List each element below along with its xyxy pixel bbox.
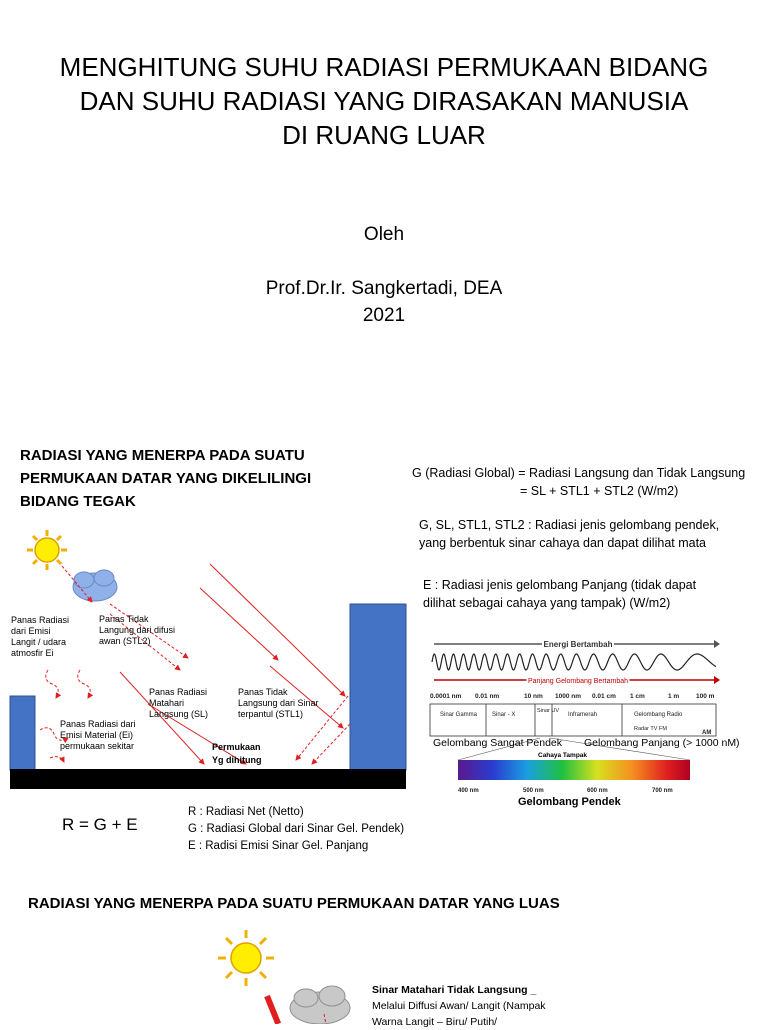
year: 2021 <box>362 305 406 326</box>
title-line-1: MENGHITUNG SUHU RADIASI PERMUKAAN BIDANG <box>59 52 709 82</box>
wave-path <box>432 654 716 670</box>
def-longwave <box>423 576 696 612</box>
def-line: = SL + STL1 + STL2 (W/m2) <box>520 484 679 498</box>
slide3-note <box>372 982 546 1030</box>
band-radar: Radar TV FM <box>634 726 667 732</box>
tick-label: 0.01 cm <box>592 693 616 700</box>
title-line-2: DAN SUHU RADIASI YANG DIRASAKAN MANUSIA <box>79 86 689 116</box>
label-line: permukaan sekitar <box>60 741 135 751</box>
visible-light-label: Cahaya Tampak <box>538 752 588 759</box>
band-uv: Sinar UV <box>537 708 560 714</box>
visible-spectrum-bar <box>456 760 692 796</box>
band-radio: Gelombang Radio <box>634 712 683 718</box>
label-line: terpantul (STL1) <box>238 709 304 719</box>
band-box <box>430 704 716 736</box>
page-title <box>0 50 768 152</box>
sun-ray-beam <box>264 995 281 1024</box>
tick-label: 10 nm <box>524 693 543 700</box>
label-line: Matahari <box>149 698 185 708</box>
sun-icon <box>27 530 67 570</box>
label-stl1 <box>238 687 319 720</box>
note-line: Warna Langit – Biru/ Putih/ <box>372 1016 498 1028</box>
tick-label: 1 m <box>668 693 680 700</box>
label-line: Panas Radiasi <box>11 615 70 625</box>
legend-line: G : Radiasi Global dari Sinar Gel. Pendek) <box>188 823 405 835</box>
tick-label: 1000 nm <box>555 693 582 700</box>
slide3-diagram <box>190 924 370 1024</box>
band-am: AM <box>702 730 712 736</box>
note-line: Sinar Matahari Tidak Langsung _ <box>372 984 537 996</box>
author: Prof.Dr.Ir. Sangkertadi, DEA <box>265 278 503 299</box>
label-line: Permukaan <box>212 742 261 752</box>
label-line: Panas Radiasi dari <box>60 719 136 729</box>
slide2-heading-line: RADIASI YANG MENERPA PADA SUATU <box>20 447 305 464</box>
energy-arrow-head <box>714 640 720 648</box>
label-line: Panas Tidak <box>99 614 149 624</box>
label-line: Panas Radiasi <box>149 687 208 697</box>
label-surface <box>212 741 262 767</box>
slide3-heading: RADIASI YANG MENERPA PADA SUATU PERMUKAAN DATAR YANG LUAS <box>28 895 560 912</box>
label-line: Panas Tidak <box>238 687 288 697</box>
band-infrared: Inframerah <box>568 712 598 718</box>
note-line: Melalui Diffusi Awan/ Langit (Nampak <box>372 1000 546 1012</box>
label-ei-sky <box>11 615 69 659</box>
label-line: Emisi Material (Ei) <box>60 730 134 740</box>
formula: R = G + E <box>62 815 138 834</box>
label-stl2 <box>99 614 175 647</box>
rainbow-gradient <box>458 760 690 780</box>
def-line: yang berbentuk sinar cahaya dan dapat dilihat mata <box>419 536 706 550</box>
slide2-heading-line: BIDANG TEGAK <box>20 493 136 510</box>
tick-label: 100 m <box>696 693 715 700</box>
legend-line: E : Radisi Emisi Sinar Gel. Panjang <box>188 840 369 852</box>
wavelength-arrow-head <box>714 676 720 684</box>
ground-surface <box>10 769 406 789</box>
def-shortwave <box>419 516 719 552</box>
label-ei-material <box>60 719 136 752</box>
label-line: Yg dihitung <box>212 755 262 765</box>
def-line: dilihat sebagai cahaya yang tampak) (W/m2) <box>423 596 671 610</box>
nm-tick: 400 nm <box>458 788 479 794</box>
nm-tick: 500 nm <box>523 788 544 794</box>
label-line: Langsung (SL) <box>149 709 209 719</box>
label-line: awan (STL2) <box>99 636 151 646</box>
left-wall <box>10 696 35 770</box>
label-line: Langit / udara <box>11 637 67 647</box>
slide2-heading-line: PERMUKAAN DATAR YANG DIKELILINGI <box>20 470 312 487</box>
band-xray: Sinar - X <box>492 712 516 718</box>
radiation-diagram <box>0 520 410 820</box>
sun-icon <box>218 930 274 986</box>
label-line: atmosfir Ei <box>11 648 54 658</box>
tick-label: 0.01 nm <box>475 693 500 700</box>
label-line: Langsung dari Sinar <box>238 698 319 708</box>
slide2-heading <box>20 444 311 513</box>
short-wave-label: Gelombang Pendek <box>518 796 621 808</box>
formula-legend <box>188 804 404 855</box>
nm-tick: 700 nm <box>652 788 673 794</box>
legend-line: R : Radiasi Net (Netto) <box>188 806 304 818</box>
cloud-icon <box>290 986 350 1024</box>
def-line: G, SL, STL1, STL2 : Radiasi jenis gelombang pendek, <box>419 518 720 532</box>
right-wall <box>350 604 406 770</box>
def-line: G (Radiasi Global) = Radiasi Langsung dan Tidak Langsung <box>412 466 746 480</box>
long-wave-label: Gelombang Panjang (> 1000 nM) <box>584 737 740 749</box>
def-line: E : Radiasi jenis gelombang Panjang (tidak dapat <box>423 578 697 592</box>
title-line-3: DI RUANG LUAR <box>282 120 486 150</box>
label-line: Langung dari difusi <box>99 625 176 635</box>
very-short-wave-label: Gelombang Sangat Pendek <box>433 737 563 749</box>
energy-label: Energi Bertambah <box>543 640 613 649</box>
tick-label: 1 cm <box>630 693 645 700</box>
tick-label: 0.0001 nm <box>430 693 462 700</box>
label-sl <box>149 687 208 720</box>
band-gamma: Sinar Gamma <box>440 712 478 718</box>
label-line: dari Emisi <box>11 626 51 636</box>
nm-tick: 600 nm <box>587 788 608 794</box>
def-global-radiation <box>412 464 745 500</box>
wavelength-label: Panjang Gelombang Bertambah <box>527 678 629 685</box>
cloud-icon <box>73 570 117 601</box>
by-label: Oleh <box>363 224 405 245</box>
